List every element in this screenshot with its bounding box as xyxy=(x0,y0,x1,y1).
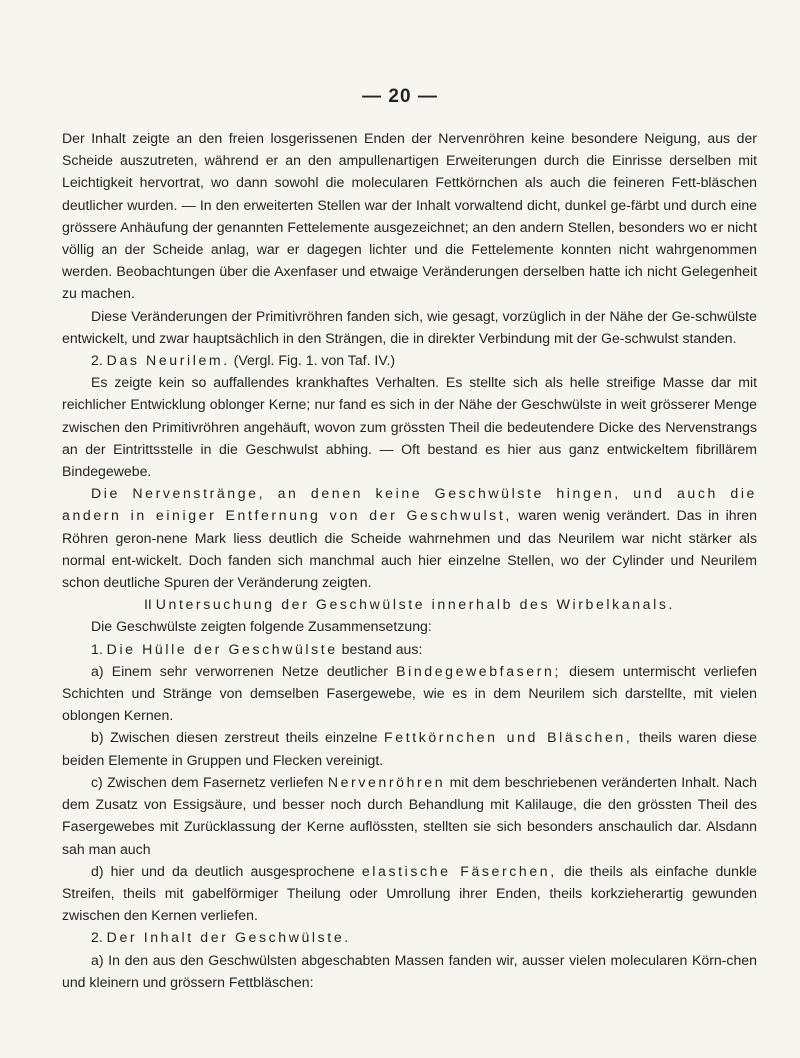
text-run: theils waren diese beiden Elemente in Gruppen und Flecken vereinigt. xyxy=(62,729,757,768)
spaced-emphasis: Nervenröhren xyxy=(327,773,446,790)
paragraph-p12 xyxy=(62,860,757,927)
text-run: diesem untermischt verliefen Schichten und Stränge von demselben Fasergewebe, wie es in dem Neurilem sich darstellte, mit vielen oblongen Kernen. xyxy=(62,662,758,724)
text-run: 2. xyxy=(91,352,107,369)
paragraph-p2 xyxy=(62,305,757,349)
spaced-emphasis: Untersuchung der Geschwülste innerhalb des Wirbelkanals. xyxy=(155,596,676,613)
paragraph-p10 xyxy=(62,726,757,770)
text-run: a) Einem sehr verworrenen Netze deutlicher xyxy=(91,662,397,679)
paragraph-p7 xyxy=(62,615,757,637)
text-run: a) In den aus den Geschwülsten abgeschabten Massen fanden wir, ausser vielen molecularen Körn-chen und kleinern und grössern Fettbläschen: xyxy=(62,951,757,990)
text-run: mit dem beschriebenen veränderten Inhalt. Nach dem Zusatz von Essigsäure, und besser noch durch Behandlung mit Kalilauge, die den grössten Theil des Fasergewebes mit Zurücklassung der Kerne auflössten, stellten sie sich besonders anschaulich dar. Alsdann sah man auch xyxy=(62,773,757,857)
text-run: Die Geschwülste zeigten folgende Zusammensetzung: xyxy=(91,618,432,635)
page-number: — 20 — xyxy=(362,86,438,107)
text-run: 1. xyxy=(91,640,107,657)
text-run: Diese Veränderungen der Primitivröhren fanden sich, wie gesagt, vorzüglich in der Nähe der Ge-schwülste entwickelt, und zwar hauptsächlich in den Strängen, die in direkter Verbindung mit der Ge-schwulst standen. xyxy=(62,307,757,346)
text-run: die theils als einfache dunkle Streifen, theils mit gabelförmiger Theilung oder Umrollung ihrer Enden, theils korkzieherartig gewunden zwischen den Kernen verliefen. xyxy=(62,862,757,924)
paragraph-p13 xyxy=(62,926,757,948)
paragraph-p4 xyxy=(62,371,757,482)
spaced-emphasis: elastische Fäserchen, xyxy=(361,862,557,879)
text-run: (Vergl. Fig. 1. von Taf. IV.) xyxy=(229,352,396,369)
body-text xyxy=(62,127,757,993)
paragraph-p1 xyxy=(62,127,757,305)
text-run: Der Inhalt zeigte an den freien losgerissenen Enden der Nervenröhren keine besondere Neigung, aus der Scheide auszutreten, während er an den ampullenartigen Erweiterungen durch die Einrisse derselben mit Leichtigkeit hervortrat, wo dann sowohl die molecularen Fettkörnchen als auch die feineren Fett-bläschen deutlicher wurden. — In den erweiterten Stellen war der Inhalt vorwaltend dicht, dunkel ge-färbt und durch eine grössere Anhäufung der genannten Fettelemente ausgezeichnet; an den andern Stellen, besonders wo er nicht völlig an der Scheide anlag, war er dagegen lichter und die Fettelemente konnten nicht wahrgenommen werden. Beobachtungen über die Axenfaser und etwaige Veränderungen derselben hatte ich nicht Gelegenheit zu machen. xyxy=(62,130,757,302)
text-run: bestand aus: xyxy=(337,640,423,657)
spaced-emphasis: Bindegewebfasern; xyxy=(396,662,561,679)
paragraph-p8 xyxy=(62,638,757,660)
text-run: c) Zwischen dem Fasernetz verliefen xyxy=(91,773,328,790)
paragraph-p9 xyxy=(62,660,757,727)
paragraph-p14 xyxy=(62,949,757,993)
paragraph-p5 xyxy=(62,482,757,593)
text-run: waren wenig verändert. Das in ihren Röhren geron-nene Mark liess deutlich die Scheide wahrnehmen und das Neurilem war nicht stärker als normal ent-wickelt. Doch fanden sich manchmal auch hier einzelne Stellen, wo der Cylinder und Neurilem schon deutliche Spuren der Veränderung zeigten. xyxy=(62,507,757,591)
text-run: 2. xyxy=(91,929,107,946)
text-run: b) Zwischen diesen zerstreut theils einzelne xyxy=(91,729,385,746)
text-run: II xyxy=(143,596,156,613)
spaced-emphasis: Das Neurilem. xyxy=(106,352,230,369)
paragraph-p6 xyxy=(62,593,757,615)
text-run: d) hier und da deutlich ausgesprochene xyxy=(91,862,362,879)
paragraph-p3 xyxy=(62,349,757,371)
text-run: Es zeigte kein so auffallendes krankhaftes Verhalten. Es stellte sich als helle streifige Masse dar mit reichlicher Entwicklung oblonger Kerne; nur fand es sich in der Nähe der Geschwülste in weit grösserer Menge zwischen den Primitivröhren angehäuft, wovon zum grössten Theil die bedeutendere Dicke des Nervenstrangs an der Eintrittsstelle in die Geschwulst abhing. — Oft bestand es hier aus ganz entwickeltem fibrillärem Bindegewebe. xyxy=(62,374,757,480)
spaced-emphasis: Die Hülle der Geschwülste xyxy=(106,640,338,657)
spaced-emphasis: Die Nervenstränge, an denen keine Geschwülste hingen, und auch die andern in einiger Entfernung von der Geschwulst, xyxy=(62,485,757,524)
spaced-emphasis: Fettkörnchen und Bläschen, xyxy=(384,729,633,746)
spaced-emphasis: Der Inhalt der Geschwülste. xyxy=(106,929,351,946)
paragraph-p11 xyxy=(62,771,757,860)
